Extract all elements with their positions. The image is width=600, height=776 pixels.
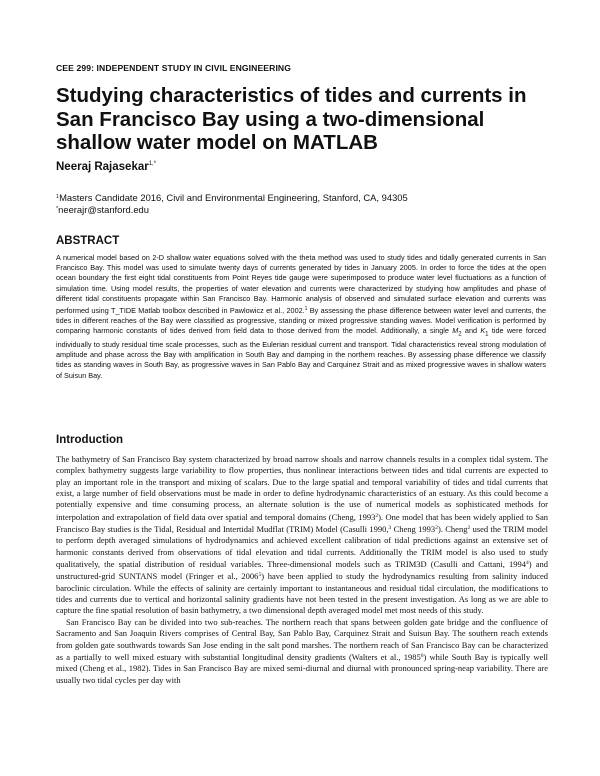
abstract-heading: ABSTRACT xyxy=(56,235,120,247)
k1-subscript: 1 xyxy=(485,331,489,338)
course-header: CEE 299: INDEPENDENT STUDY IN CIVIL ENGINEERING xyxy=(56,63,292,73)
affiliation-2-mark: * xyxy=(56,206,59,212)
abstract-part-2: By assessing the phase difference between water level and currents, the tides in different reaches of the Bay were classified as progressive, standing or mixed progressive standing waves. Model verification is performed by comparing harmonic constants of tides derived from field data to those derived from the model. Additionally, a single xyxy=(56,306,546,336)
affiliation-1-mark: 1 xyxy=(56,194,60,200)
k1-variable: K xyxy=(480,326,486,336)
introduction-paragraph-2 xyxy=(56,617,548,686)
author-line xyxy=(56,161,156,173)
ref-cheng-1993-b: 2 xyxy=(435,525,438,532)
intro-p2-part-a: San Francisco Bay can be divided into two sub-reaches. The northern reach that spans between golden gate bridge and the confluence of Sacramento and San Joaquin Rivers comprises of Central Bay, San Pablo Bay, Carquinez Strait and Suisun Bay. The southern reach extends from golden gate southwards towards San Jose ending in the salt pond marshes. The northern reach of San Francisco Bay can be characterized as a partially to well mixed estuary with substantial longitudinal density gradients (Walters et al., 1985 xyxy=(56,616,548,662)
ref-walters-1985: 6 xyxy=(420,652,424,659)
affiliation-1 xyxy=(56,192,556,203)
ref-casulli-1990: 3 xyxy=(388,525,392,532)
ref-cheng: 2 xyxy=(467,525,471,532)
abstract-ref-1: 1 xyxy=(304,306,308,313)
intro-p1-part-g: ) have been applied to study the hydrodynamics resulting from salinity induced baroclinic circulation. While the effects of salinity are certainly important to instantaneous and residual tidal circulation, the modifications to tides and currents due to vertical and horizontal salinity gradients have not been tested in the present investigation. As long as we are able to capture the fine spatial resolution of basin bathymetry, a two dimensional depth averaged model met most needs of this study. xyxy=(56,571,548,616)
intro-p1-part-a: The bathymetry of San Francisco Bay system characterized by broad narrow shoals and narrow channels results in a complex tidal system. The complex bathymetry suggests large variability to flow properties, thus nonlinear interactions between tides and tidal currents are expected to play an important role in the transport and mixing of scalars. Due to the large spatial and temporal variability of tides and tidal currents that exist, a large number of field observations must be made in order to define hydrodynamic characteristics of an estuary. As this could become a potentially expensive and time consuming process, an alternate solution is the use of numerical models as sophisticated methods for interpolation and extrapolation of field data over spatial and temporal domains (Cheng, 1993 xyxy=(56,454,548,522)
ref-casulli-cattani-1994: 4 xyxy=(526,560,529,567)
intro-p1-part-c: Cheng 1993 xyxy=(391,524,436,535)
introduction-paragraph-1 xyxy=(56,454,548,617)
paper-title: Studying characteristics of tides and currents in San Francisco Bay using a two-dimensional shallow water model on MATLAB xyxy=(56,84,527,154)
introduction-heading: Introduction xyxy=(56,434,124,446)
abstract-part-3: tide were forced individually to study residual time scale processes, such as the Eulerian residual current and transport. Tidal characteristics reveal strong modulation of amplitude and phase across the Bay with amplification in South Bay and damping in the northern reaches. By assessing phase difference we classify tides as standing waves in South Bay, as progressive waves in San Pablo Bay and Carquinez Strait and as mixed progressive waves in shallow waters of Suisun Bay. xyxy=(56,326,546,380)
intro-p1-part-e: used the TRIM model to perform depth averaged simulations of hydrodynamics and achieved excellent calibration of tidal predictions against an extensive set of harmonic constants derived from observations of tidal elevation and tidal currents. Additionally the TRIM model is also used to study qualitatively, the spatial distribution of residual variables. Three-dimensional models such as TRIM3D (Casulli and Cattani, 1994 xyxy=(56,524,548,570)
author-name: Neeraj Rajasekar xyxy=(56,161,149,173)
intro-p2-part-b: ) while South Bay is typically well mixed (Cheng et al., 1982). Tides in San Francisco Bay are mixed semi-diurnal and diurnal with pronounced spring-neap variability. There are usually two tidal cycles per day with xyxy=(56,651,548,685)
intro-p1-part-b: ). One model that has been widely applied to San Francisco Bay studies is the Tidal, Residual and Intertidal Mudflat (TRIM) Model (Casulli 1990, xyxy=(56,511,549,535)
m2-variable: M xyxy=(452,326,459,336)
author-marks: 1,* xyxy=(148,161,157,167)
ref-fringer-2006: 5 xyxy=(258,572,262,579)
abstract-part-1: A numerical model based on 2-D shallow water equations solved with the theta method was used to study tides and tidally generated currents in San Francisco Bay. This model was used to simulate twenty days of currents generated by tides in January 2005. In order to force the tides at the open ocean boundary the first eight tidal constituents from Point Reyes tide gauge were superimposed to produce water level fluctuations as a function of simulation time. Using model results, the properties of water elevation and currents were characterized by studying how amplitudes and phase of different tidal constituents propagate within San Francisco Bay. Harmonic analysis of observed and simulated surface elevation and currents was performed using T_TIDE Matlab toolbox described in Pawlowicz et al., 2002. xyxy=(56,253,546,316)
intro-p1-part-f: ) and unstructured-grid SUNTANS model (Fringer et al., 2006 xyxy=(56,559,548,582)
ref-cheng-1993: 2 xyxy=(375,512,379,519)
intro-p1-part-d: ). Cheng xyxy=(437,524,468,535)
abstract-and: and xyxy=(461,326,481,336)
abstract-text xyxy=(56,253,546,381)
affiliation-2 xyxy=(56,204,556,215)
m2-subscript: 2 xyxy=(458,331,462,338)
affiliation-1-text: Masters Candidate 2016, Civil and Environmental Engineering, Stanford, CA, 94305 xyxy=(59,192,408,203)
author-email: neerajr@stanford.edu xyxy=(58,204,149,215)
introduction-body xyxy=(56,454,548,686)
